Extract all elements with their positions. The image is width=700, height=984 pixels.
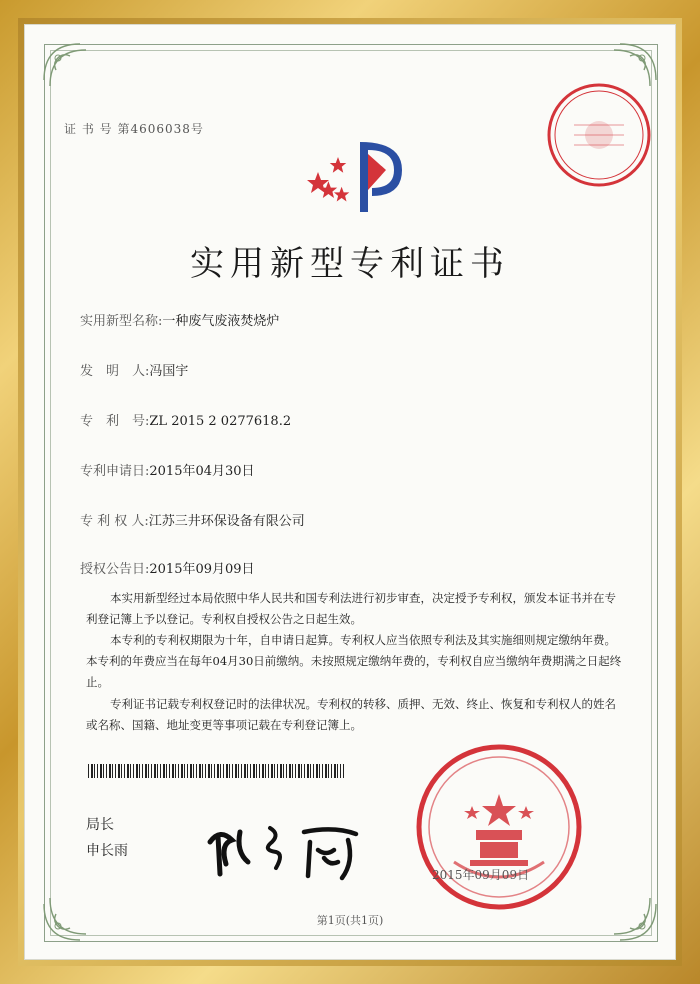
field-label: 实用新型名称:	[80, 314, 163, 329]
director-name: 申长雨	[86, 843, 128, 859]
certificate-title: 实用新型专利证书	[190, 244, 510, 284]
field-patent-number	[80, 410, 291, 429]
field-label: 专 利 权 人:	[80, 514, 149, 529]
issue-date: 2015年09月09日	[432, 868, 530, 882]
barcode	[88, 764, 344, 778]
field-value: ZL 2015 2 0277618.2	[149, 414, 292, 429]
field-value: 冯国宇	[149, 364, 189, 379]
field-label: 授权公告日:	[80, 562, 150, 577]
body-paragraph: 专利证书记载专利权登记时的法律状况。专利权的转移、质押、无效、终止、恢复和专利权人的姓名或名称、国籍、地址变更等事项记载在专利登记簿上。	[86, 697, 616, 732]
field-value: 一种废气废液焚烧炉	[162, 314, 280, 329]
body-paragraph: 本专利的专利权期限为十年，自申请日起算。专利权人应当依照专利法及其实施细则规定缴纳年费。本专利的年费应当在每年04月30日前缴纳。未按照规定缴纳年费的，专利权自应当缴纳年费期满之日起终止。	[86, 633, 622, 689]
page-number: 第1页(共1页)	[316, 914, 384, 927]
field-value: 2015年04月30日	[149, 464, 255, 479]
field-label: 专 利 号:	[80, 414, 150, 429]
field-value: 江苏三井环保设备有限公司	[148, 514, 305, 529]
field-utility-name	[80, 310, 279, 329]
agency-seal-icon	[544, 80, 654, 190]
body-paragraph: 本实用新型经过本局依照中华人民共和国专利法进行初步审查，决定授予专利权，颁发本证书并在专利登记簿上予以登记。专利权自授权公告之日起生效。	[86, 591, 616, 626]
field-value: 2015年09月09日	[149, 562, 255, 577]
field-label: 发 明 人:	[80, 364, 150, 379]
field-label: 专利申请日:	[80, 464, 150, 479]
director-signature-icon	[200, 802, 380, 892]
state-ip-office-seal-icon	[414, 742, 584, 912]
field-patentee	[80, 510, 305, 529]
certificate-number: 证 书 号 第4606038号	[64, 122, 204, 136]
director-title: 局长	[86, 817, 114, 833]
certificate-paper	[24, 24, 676, 960]
field-inventor	[80, 360, 188, 379]
field-application-date	[80, 460, 255, 479]
corner-ornament-icon	[40, 40, 100, 100]
patent-office-logo-icon	[302, 134, 432, 224]
field-grant-date	[80, 558, 255, 577]
